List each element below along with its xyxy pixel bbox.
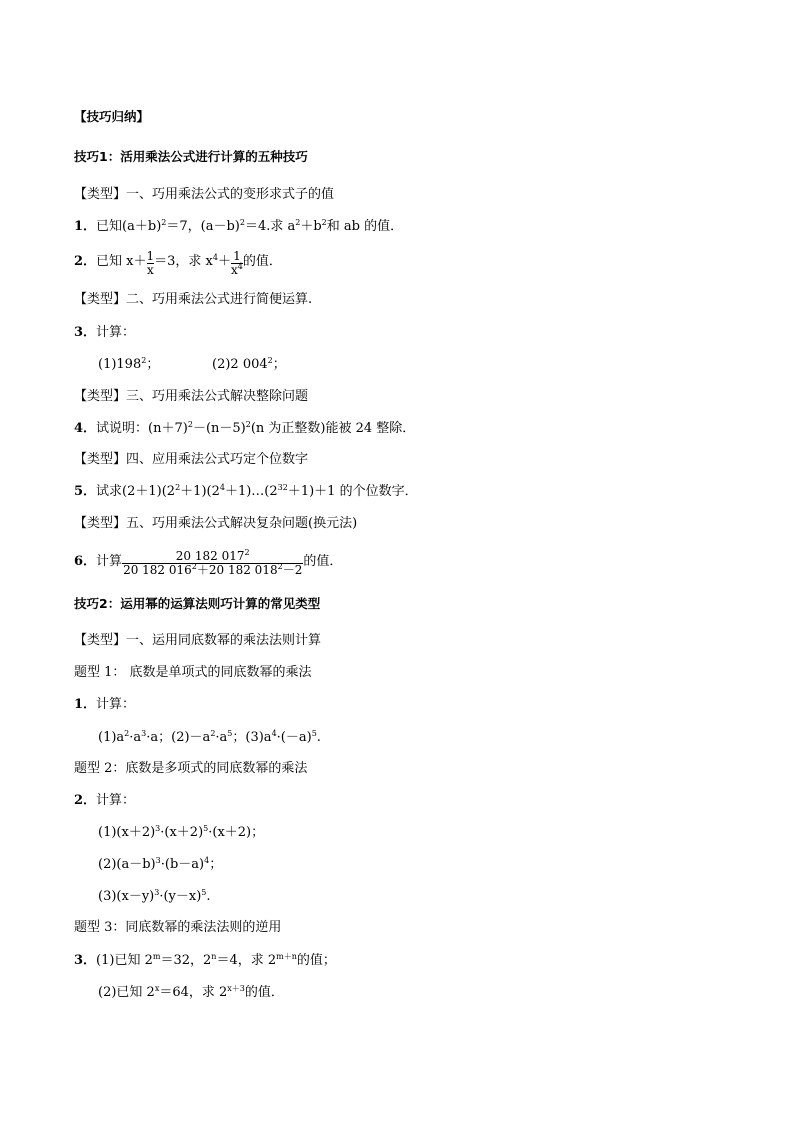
skill1-q5: 5．试求$(2+1)(2^2+1)(2^4+1)\dots(2^{32}+1)+1$ 的个位数字． [74, 483, 418, 499]
skill1-type3: 【类型】三、巧用乘法公式解决整除问题 [74, 389, 309, 404]
skill1-q3: 3．计算： [74, 325, 136, 340]
skill1-type5: 【类型】五、巧用乘法公式解决复杂问题(换元法) [74, 516, 358, 531]
skill2-t3: 题型 3：同底数幂的乘法法则的逆用 [74, 920, 282, 935]
skill2-q3: 3．(1)已知 $2^m=32$，$2^n=4$，求 $2^{m+n}$的值； [74, 952, 336, 968]
skill2-t2: 题型 2：底数是多项式的同底数幂的乘法 [74, 761, 308, 776]
skill2-t1: 题型 1： 底数是单项式的同底数幂的乘法 [74, 665, 312, 680]
skill1-q4: 4．试说明：$(n+7)^2-(n-5)^2(n$ 为正整数)能被 24 整除． [74, 420, 416, 436]
fraction-q6: $\frac{20 182 017^2}{20 182 016^2+20 182 018^2-2}$ [123, 548, 303, 577]
skill2-type1: 【类型】一、运用同底数幂的乘法法则计算 [74, 633, 322, 648]
skill2-q2: 2．计算： [74, 793, 136, 808]
skill1-type1: 【类型】一、巧用乘法公式的变形求式子的值 [74, 187, 335, 202]
skill1-q6: 6．计算 $\frac{20 182 017^2}{20 182 016^2+20 182 018^2-2}$ 的值． [74, 548, 343, 577]
skill2-q2-part3: $(3)(x-y)^3\cdot(y-x)^5$. [98, 888, 211, 904]
skill1-q3-part2: (2)2 $004^2$； [212, 356, 286, 372]
skill1-q3-part1: $(1)198^2$； [98, 356, 160, 372]
skill2-q1: 1．计算： [74, 697, 136, 712]
fraction-1-over-x4: $\frac{1}{x^4}$ [231, 249, 243, 277]
skill2-q2-part1: $(1)(x+2)^3\cdot(x+2)^5\cdot(x+2)$； [98, 824, 265, 840]
skill1-q2: 2．已知 x＋ $\frac{1}{x}$ ＝3，求 $x^4+$ $\frac{1}{x^4}$ 的值． [74, 249, 282, 277]
skill2-q2-part2: $(2)(a-b)^3\cdot(b-a)^4$； [98, 856, 223, 872]
skill1-title: 技巧1：活用乘法公式进行计算的五种技巧 [74, 149, 308, 164]
skill1-type4: 【类型】四、应用乘法公式巧定个位数字 [74, 452, 309, 467]
skill2-q1-expr: $(1)a^2\cdot a^3\cdot a$；$(2)-a^2\cdot a^5$；$(3)a^4\cdot(-a)^5$. [98, 729, 321, 745]
skill1-type2: 【类型】二、巧用乘法公式进行简便运算. [74, 292, 313, 307]
fraction-1-over-x: $\frac{1}{x}$ [146, 249, 155, 277]
skill1-q1: 1．已知$(a+b)^2=7$，$(a-b)^2=4$.求 $a^2+b^2$和 ab 的值． [74, 218, 404, 234]
skill2-title: 技巧2：运用幂的运算法则巧计算的常见类型 [74, 596, 321, 611]
skill2-q3-part2: (2)已知 $2^x=64$，求 $2^{x+3}$的值． [98, 984, 284, 1000]
section-heading: 【技巧归纳】 [74, 109, 150, 124]
